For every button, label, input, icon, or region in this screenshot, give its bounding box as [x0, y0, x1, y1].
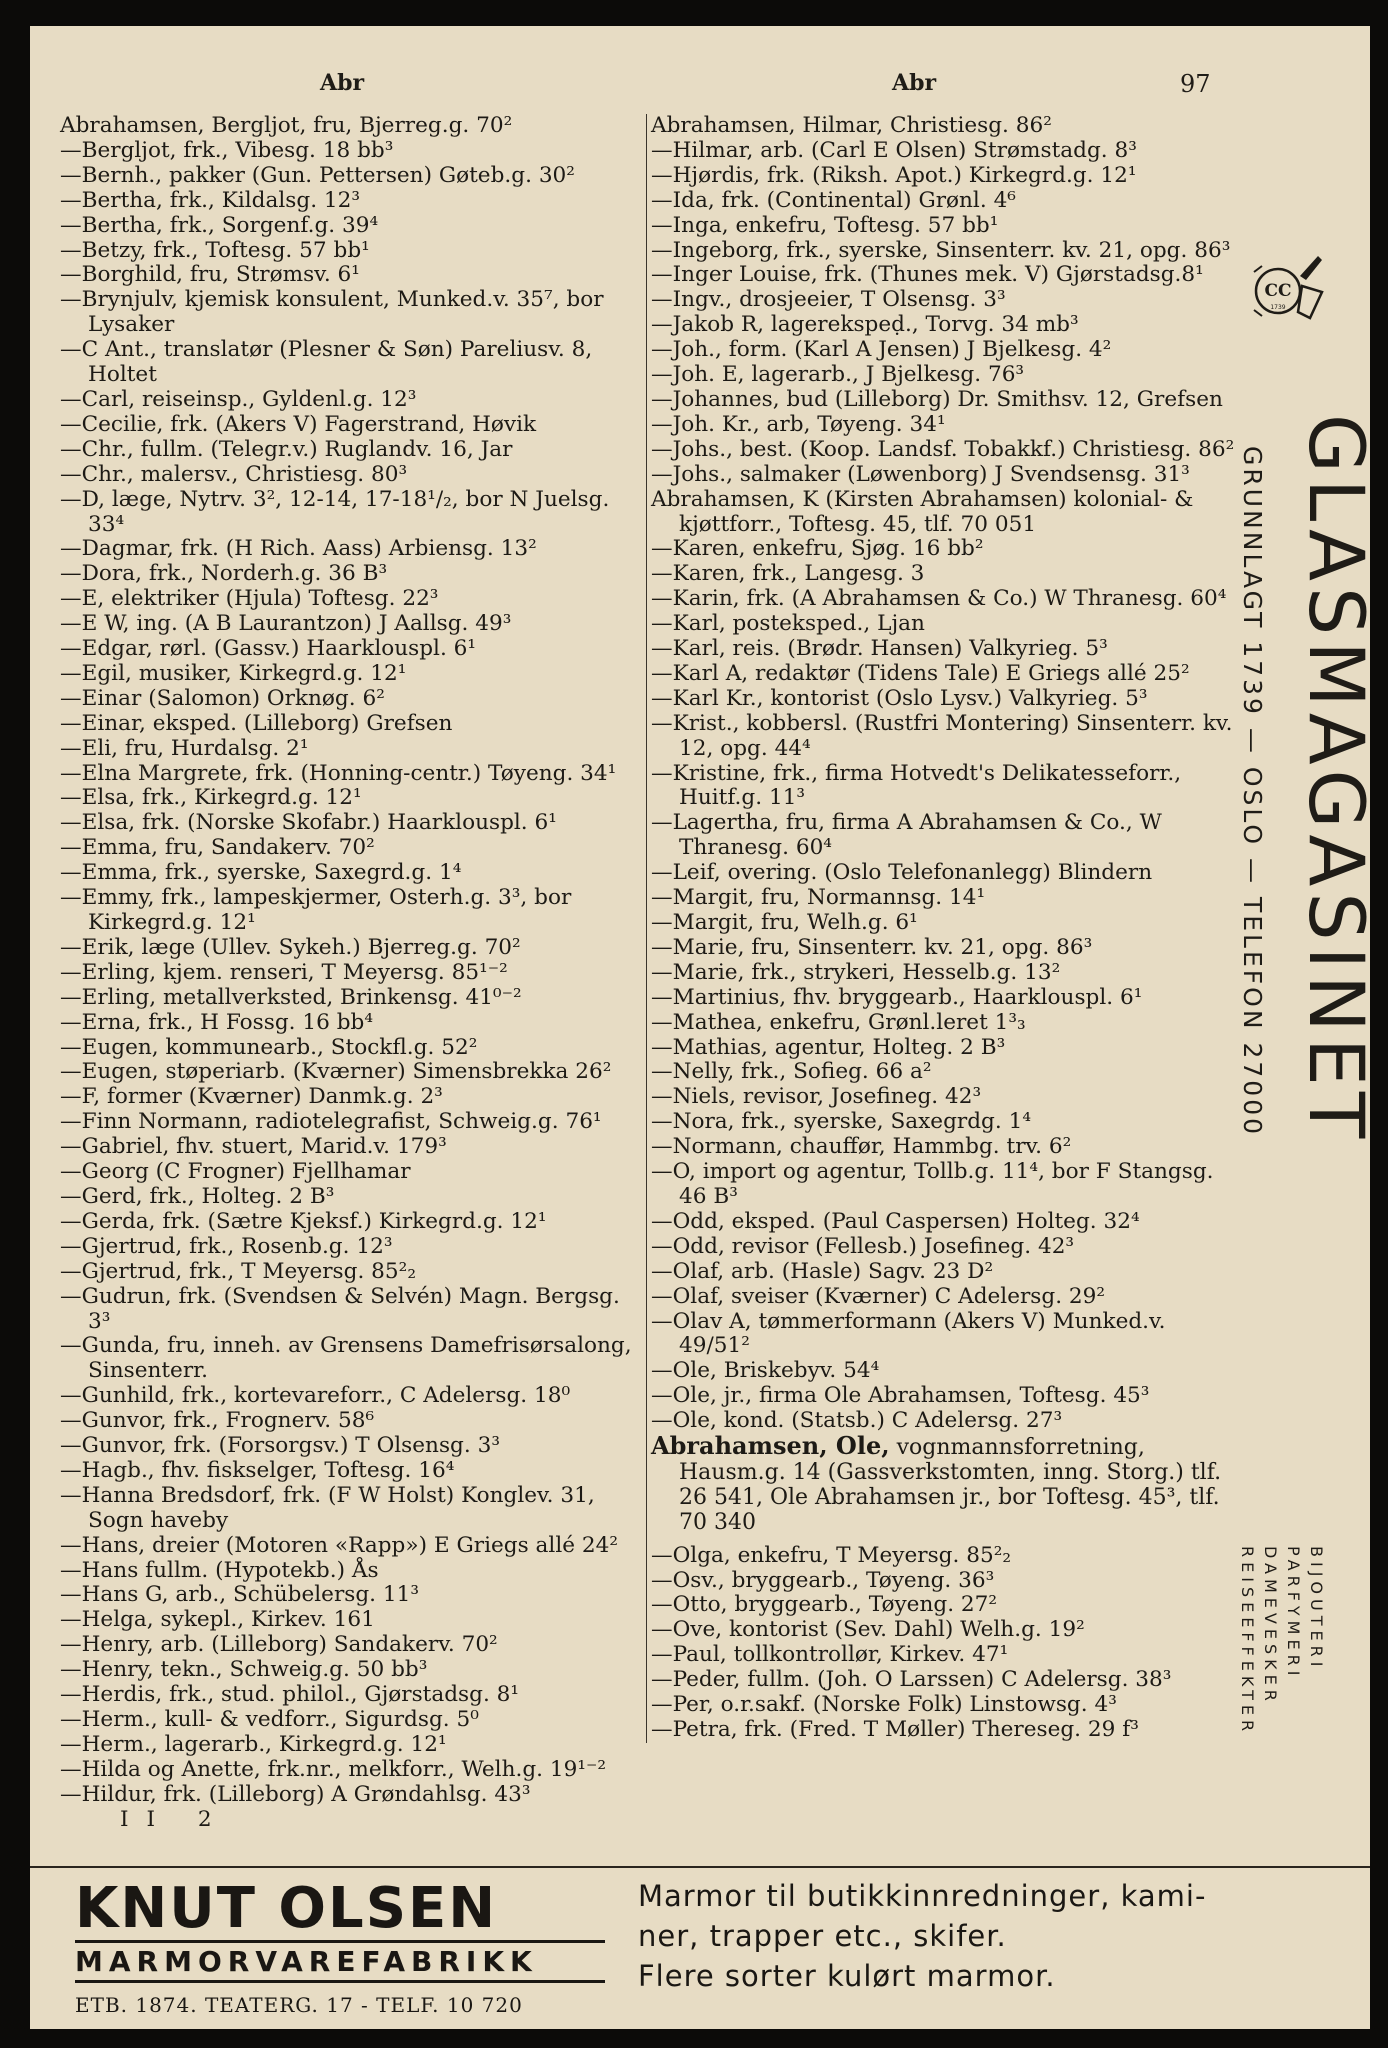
directory-entry: —Normann, chauffør, Hammbg. trv. 6²: [651, 1134, 1072, 1160]
directory-entry: —Eugen, støperiarb. (Kværner) Simensbrekka 26²: [60, 1059, 612, 1085]
directory-page: [30, 26, 1381, 2029]
directory-entry: —Karl, posteksped., Ljan: [651, 611, 925, 637]
directory-entry: —Ingeborg, frk., syerske, Sinsenterr. kv. 21, opg. 86³: [651, 237, 1231, 263]
directory-entry: —Inga, enkefru, Toftesg. 57 bb¹: [651, 212, 999, 238]
directory-entry: —Osv., bryggearb., Tøyeng. 36³: [651, 1567, 995, 1593]
directory-entry: —Karl A, redaktør (Tidens Tale) E Griegs allé 25²: [651, 660, 1190, 686]
directory-entry: —Marie, fru, Sinsenterr. kv. 21, opg. 86³: [651, 934, 1093, 960]
directory-entry: —Gunda, fru, inneh. av Grensens Damefrisørsalong, Sinsenterr.: [60, 1333, 632, 1384]
directory-entry: —Johs., salmaker (Løwenborg) J Svendsensg. 31³: [651, 461, 1190, 487]
directory-entry: —Gunvor, frk. (Forsorgsv.) T Olsensg. 3³: [60, 1433, 500, 1459]
directory-entry: —Elna Margrete, frk. (Honning-centr.) Tøyeng. 34¹: [60, 760, 617, 786]
marble-line: ner, trapper etc., skifer.: [638, 1919, 1007, 1953]
directory-entry: —Hilda og Anette, frk.nr., melkforr., Welh.g. 19¹⁻²: [60, 1756, 607, 1782]
logo-text: CC: [1264, 281, 1292, 301]
directory-entry: —Otto, bryggearb., Tøyeng. 27²: [651, 1592, 998, 1618]
company-name: KNUT OLSEN: [75, 1876, 498, 1941]
left-footer-mark: II 2: [120, 1806, 230, 1832]
directory-entry: —Gerda, frk. (Sætre Kjeksf.) Kirkegrd.g. 12¹: [60, 1208, 547, 1234]
ole-entry: [651, 1431, 1241, 1536]
directory-entry: —Odd, revisor (Fellesb.) Josefineg. 42³: [651, 1233, 1075, 1259]
directory-entry: —Jakob R, lagerekspeḍ., Torvg. 34 mb³: [651, 312, 1079, 338]
directory-entry: —Ole, Briskebyv. 54⁴: [651, 1358, 880, 1384]
directory-entry: —Bertha, frk., Kildalsg. 12³: [60, 187, 361, 213]
directory-entry: —Dora, frk., Norderh.g. 36 B³: [60, 561, 388, 587]
directory-entry: —Edgar, rørl. (Gassv.) Haarklouspl. 6¹: [60, 636, 477, 662]
directory-entry: —Hilmar, arb. (Carl E Olsen) Strømstadg. 8³: [651, 137, 1137, 163]
directory-entry: —Helga, sykepl., Kirkev. 161: [60, 1607, 375, 1633]
directory-entry: —O, import og agentur, Tollb.g. 11⁴, bor F Stangsg. 46 B³: [651, 1159, 1214, 1209]
marble-line: Flere sorter kulørt marmor.: [638, 1959, 1056, 1993]
header-center: Abr: [892, 70, 937, 96]
page-number: 97: [1180, 70, 1211, 98]
directory-entry: —Betzy, frk., Toftesg. 57 bb¹: [60, 237, 370, 263]
directory-entry: Abrahamsen, Bergljot, fru, Bjerreg.g. 70²: [60, 113, 513, 138]
directory-entry: Abrahamsen, K (Kirsten Abrahamsen) kolonial- & kjøttforr., Toftesg. 45, tlf. 70 051: [651, 486, 1194, 537]
directory-entry: —Mathias, agentur, Holteg. 2 B³: [651, 1034, 1006, 1060]
glasmagasinet-subtitle: GRUNNLAGT 1739 — OSLO — TELEFON 27000: [1238, 446, 1267, 1138]
directory-entry: —Brynjulv, kjemisk konsulent, Munked.v. 35⁷, bor Lysaker: [60, 287, 604, 338]
directory-entry: —F, former (Kværner) Danmk.g. 2³: [60, 1084, 443, 1110]
directory-entry: —Marie, frk., strykeri, Hesselb.g. 13²: [651, 959, 1061, 985]
directory-entry: —Einar, eksped. (Lilleborg) Grefsen: [60, 710, 453, 736]
directory-entry: —Egil, musiker, Kirkegrd.g. 12¹: [60, 660, 407, 686]
footer-ads: [30, 1866, 1370, 2031]
directory-entry: —Georg (C Frogner) Fjellhamar: [60, 1159, 411, 1185]
marble-ad: [638, 1876, 1278, 1996]
directory-entry: —Margit, fru, Normannsg. 14¹: [651, 885, 986, 911]
knut-olsen-ad: [75, 1876, 605, 2017]
marble-line: Marmor til butikkinnredninger, kami-: [638, 1879, 1207, 1913]
directory-entry: —Eli, fru, Hurdalsg. 2¹: [60, 735, 309, 761]
directory-entry: —Gjertrud, frk., Rosenb.g. 12³: [60, 1233, 393, 1259]
glasmagasinet-products: [1236, 1546, 1328, 1736]
directory-entry: —Gjertrud, frk., T Meyersg. 85²₂: [60, 1258, 416, 1284]
directory-entry: —Einar (Salomon) Orknøg. 6²: [60, 685, 385, 711]
directory-entry: —Dagmar, frk. (H Rich. Aass) Arbiensg. 13²: [60, 536, 537, 562]
directory-entry: —Karl Kr., kontorist (Oslo Lysv.) Valkyrieg. 5³: [651, 685, 1148, 711]
directory-entry: —Joh., form. (Karl A Jensen) J Bjelkesg. 4²: [651, 337, 1112, 363]
directory-entry: —Bernh., pakker (Gun. Pettersen) Gøteb.g. 30²: [60, 162, 575, 188]
directory-entry: —Gerd, frk., Holteg. 2 B³: [60, 1183, 335, 1209]
directory-entry: —Hjørdis, frk. (Riksh. Apot.) Kirkegrd.g. 12¹: [651, 162, 1137, 188]
product-line: REISEEFFEKTER: [1238, 1546, 1257, 1737]
directory-entry: —Peder, fullm. (Joh. O Larssen) C Adelersg. 38³: [651, 1667, 1172, 1693]
ole-entry-name: Abrahamsen, Ole,: [651, 1431, 890, 1461]
directory-entry: —Gudrun, frk. (Svendsen & Selvén) Magn. Bergsg. 3³: [60, 1283, 620, 1334]
directory-entry: —Lagertha, fru, firma A Abrahamsen & Co., W Thranesg. 60⁴: [651, 810, 1162, 861]
logo-year: 1739: [1270, 304, 1286, 311]
directory-entry: —Bergljot, frk., Vibesg. 18 bb³: [60, 137, 394, 163]
product-line: PARFYMERI: [1284, 1546, 1303, 1681]
directory-entry: —Emmy, frk., lampeskjermer, Osterh.g. 3³, bor Kirkegrd.g. 12¹: [60, 885, 572, 935]
directory-entry: —Erling, metallverksted, Brinkensg. 41⁰⁻²: [60, 984, 522, 1010]
directory-entry: —E W, ing. (A B Laurantzon) J Aallsg. 49³: [60, 611, 512, 637]
directory-entry: —Erna, frk., H Fossg. 16 bb⁴: [60, 1009, 374, 1035]
directory-entry: —Olav A, tømmerformann (Akers V) Munked.v. 49/51²: [651, 1308, 1166, 1359]
directory-entry: —Elsa, frk., Kirkegrd.g. 12¹: [60, 785, 362, 811]
directory-entry: —Gunvor, frk., Frognerv. 58⁶: [60, 1408, 375, 1434]
directory-entry: —D, læge, Nytrv. 3², 12-14, 17-18¹/₂, bor N Juelsg. 33⁴: [60, 486, 610, 537]
directory-entry: —Mathea, enkefru, Grønl.leret 1³₃: [651, 1009, 1026, 1035]
directory-entry: —Odd, eksped. (Paul Caspersen) Holteg. 32⁴: [651, 1208, 1140, 1234]
directory-entry: —Ida, frk. (Continental) Grønl. 4⁶: [651, 187, 1016, 213]
directory-entry: —Herm., kull- & vedforr., Sigurdsg. 5⁰: [60, 1707, 479, 1732]
directory-entry: —Herdis, frk., stud. philol., Gjørstadsg. 8¹: [60, 1682, 520, 1708]
directory-entry: —Petra, frk. (Fred. T Møller) Thereseg. 29 f³: [651, 1717, 1139, 1742]
directory-entry: —Chr., malersv., Christiesg. 80³: [60, 461, 408, 487]
directory-entry: —Karin, frk. (A Abrahamsen & Co.) W Thranesg. 60⁴: [651, 586, 1227, 612]
directory-entry: —C Ant., translatør (Plesner & Søn) Pareliusv. 8, Holtet: [60, 337, 593, 388]
product-line: BIJOUTERI: [1307, 1546, 1326, 1672]
right-column: [646, 114, 1241, 1743]
directory-entry: —Niels, revisor, Josefineg. 42³: [651, 1084, 982, 1110]
glasmagasinet-logo-icon: [1240, 246, 1330, 336]
directory-entry: —Elsa, frk. (Norske Skofabr.) Haarklouspl. 6¹: [60, 810, 557, 836]
directory-entry: —Henry, tekn., Schweig.g. 50 bb³: [60, 1657, 428, 1683]
directory-entry: —Hans, dreier (Motoren «Rapp») E Griegs allé 24²: [60, 1532, 619, 1558]
right-entries: [651, 114, 1241, 1434]
directory-entry: —Karl, reis. (Brødr. Hansen) Valkyrieg. 5³: [651, 636, 1108, 662]
directory-entry: —Hans fullm. (Hypotekb.) Ås: [60, 1557, 379, 1583]
directory-entry: —Gunhild, frk., kortevareforr., C Adelersg. 18⁰: [60, 1383, 571, 1409]
directory-entry: —Karen, frk., Langesg. 3: [651, 561, 925, 587]
directory-entry: —Eugen, kommunearb., Stockfl.g. 52²: [60, 1034, 478, 1060]
directory-entry: —Olaf, sveiser (Kværner) C Adelersg. 29²: [651, 1283, 1106, 1309]
directory-entry: —Chr., fullm. (Telegr.v.) Ruglandv. 16, Jar: [60, 436, 513, 462]
company-subtitle: MARMORVAREFABRIKK: [75, 1940, 605, 1983]
directory-entry: —Emma, fru, Sandakerv. 70²: [60, 835, 375, 861]
directory-entry: —Ove, kontorist (Sev. Dahl) Welh.g. 19²: [651, 1617, 1085, 1643]
directory-entry: —Hans G, arb., Schübelersg. 11³: [60, 1582, 420, 1608]
directory-entry: —Erik, læge (Ullev. Sykeh.) Bjerreg.g. 70²: [60, 934, 521, 960]
directory-entry: —Borghild, fru, Strømsv. 6¹: [60, 262, 360, 288]
directory-entry: —Hildur, frk. (Lilleborg) A Grøndahlsg. 43³: [60, 1781, 531, 1807]
directory-entry: —Olga, enkefru, T Meyersg. 85²₂: [651, 1542, 1012, 1568]
directory-entry: —Herm., lagerarb., Kirkegrd.g. 12¹: [60, 1731, 447, 1757]
directory-entry: —Joh. E, lagerarb., J Bjelkesg. 76³: [651, 362, 1025, 388]
directory-entry: —Per, o.r.sakf. (Norske Folk) Linstowsg. 4³: [651, 1692, 1117, 1718]
directory-entry: —Carl, reiseinsp., Gyldenl.g. 12³: [60, 386, 417, 412]
directory-entry: —Ingv., drosjeeier, T Olsensg. 3³: [651, 287, 1006, 313]
directory-entry: —Henry, arb. (Lilleborg) Sandakerv. 70²: [60, 1632, 498, 1658]
directory-entry: —Karen, enkefru, Sjøg. 16 bb²: [651, 536, 984, 562]
directory-entry: —Bertha, frk., Sorgenf.g. 39⁴: [60, 212, 379, 238]
header-left: Abr: [320, 70, 365, 96]
directory-entry: —Ole, kond. (Statsb.) C Adelersg. 27³: [651, 1408, 1063, 1434]
directory-entry: —Cecilie, frk. (Akers V) Fagerstrand, Høvik: [60, 411, 537, 437]
directory-entry: —Johs., best. (Koop. Landsf. Tobakkf.) Christiesg. 86²: [651, 436, 1235, 462]
directory-entry: —Gabriel, fhv. stuert, Marid.v. 179³: [60, 1134, 447, 1160]
right-entries-after: [651, 1544, 1241, 1743]
directory-entry: —Inger Louise, frk. (Thunes mek. V) Gjørstadsg.8¹: [651, 262, 1204, 288]
directory-entry: —Joh. Kr., arb, Tøyeng. 34¹: [651, 411, 946, 437]
directory-entry: —Hanna Bredsdorf, frk. (F W Holst) Konglev. 31, Sogn haveby: [60, 1482, 595, 1533]
directory-entry: —Kristine, frk., firma Hotvedt's Delikatesseforr., Huitf.g. 11³: [651, 760, 1182, 811]
directory-entry: —Nora, frk., syerske, Saxegrdg. 1⁴: [651, 1109, 1031, 1135]
directory-entry: —E, elektriker (Hjula) Toftesg. 22³: [60, 586, 439, 612]
directory-entry: —Krist., kobbersl. (Rustfri Montering) Sinsenterr. kv. 12, opg. 44⁴: [651, 710, 1233, 761]
directory-entry: —Margit, fru, Welh.g. 6¹: [651, 910, 918, 935]
left-column: [60, 114, 646, 1833]
directory-entry: —Erling, kjem. renseri, T Meyersg. 85¹⁻²: [60, 959, 508, 985]
product-line: DAMEVESKER: [1261, 1546, 1280, 1706]
left-entries: [60, 114, 646, 1808]
directory-entry: —Emma, frk., syerske, Saxegrd.g. 1⁴: [60, 860, 462, 886]
company-address: ETB. 1874. TEATERG. 17 - TELF. 10 720: [75, 1993, 523, 2017]
glasmagasinet-title: GLASMAGASINET: [1292, 414, 1381, 1145]
directory-entry: —Nelly, frk., Sofieg. 66 a²: [651, 1059, 932, 1085]
directory-entry: Abrahamsen, Hilmar, Christiesg. 86²: [651, 113, 1052, 138]
directory-entry: —Olaf, arb. (Hasle) Sagv. 23 D²: [651, 1258, 994, 1284]
ole-entry-text: vognmannsforretning, Hausm.g. 14 (Gassverkstomten, inng. Storg.) tlf. 26 541, Ole Abrahamsen jr., bor Toftesg. 45³, tlf. 70 340: [679, 1435, 1222, 1535]
directory-entry: —Martinius, fhv. bryggearb., Haarklouspl. 6¹: [651, 984, 1143, 1010]
directory-entry: —Leif, overing. (Oslo Telefonanlegg) Blindern: [651, 860, 1153, 886]
directory-entry: —Finn Normann, radiotelegrafist, Schweig.g. 76¹: [60, 1109, 602, 1135]
directory-entry: —Hagb., fhv. fiskselger, Toftesg. 16⁴: [60, 1457, 455, 1483]
directory-entry: —Johannes, bud (Lilleborg) Dr. Smithsv. 12, Grefsen: [651, 386, 1223, 412]
directory-entry: —Ole, jr., firma Ole Abrahamsen, Toftesg. 45³: [651, 1383, 1150, 1409]
directory-entry: —Paul, tollkontrollør, Kirkev. 47¹: [651, 1642, 1009, 1668]
